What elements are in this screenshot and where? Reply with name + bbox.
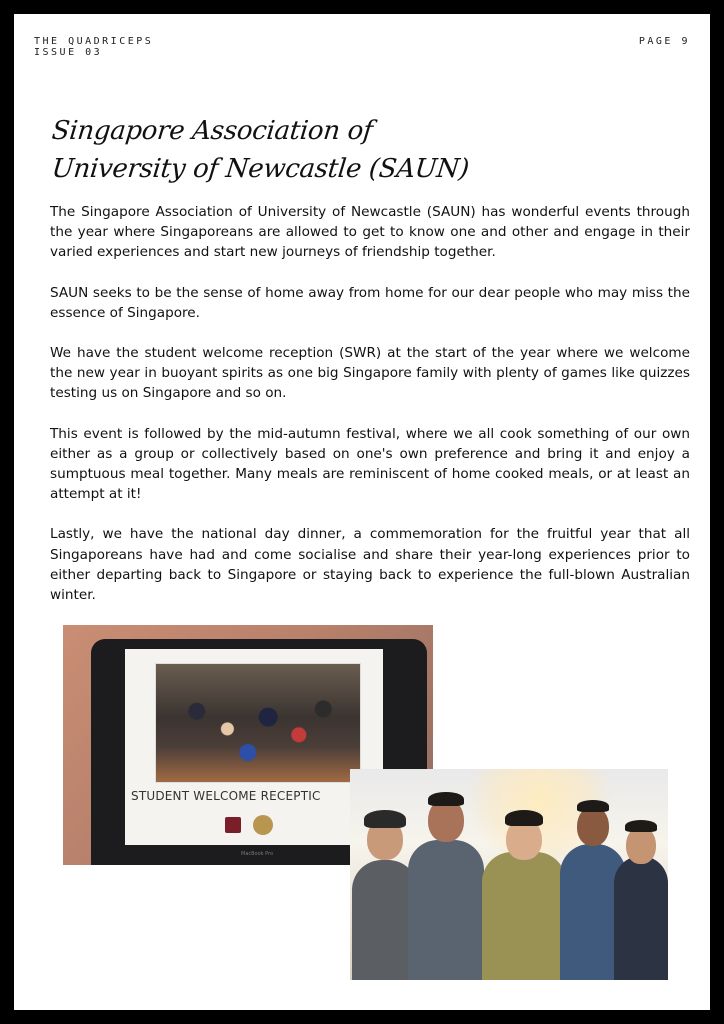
- association-logo-icon: [253, 815, 273, 835]
- publication-header: [34, 36, 153, 58]
- person: [404, 780, 488, 980]
- paragraph: SAUN seeks to be the sense of home away from home for our dear people who may miss the essence of Singapore.: [50, 284, 690, 321]
- laptop-brand: MacBook Pro: [241, 851, 274, 857]
- paragraph: The Singapore Association of University of Newcastle (SAUN) has wonderful events through the year where Singaporeans are allowed to get to know one and other and engage in their varied experiences and start new journeys of friendship together.: [50, 204, 690, 261]
- article-title-line1: Singapore Association of: [50, 116, 374, 146]
- person: [612, 796, 668, 980]
- paragraph: We have the student welcome reception (SWR) at the start of the year where we welcome the new year in buoyant spirits as one big Singapore family with plenty of games like quizzes testing us on Singapore and so on.: [50, 345, 690, 402]
- logos: [225, 815, 305, 835]
- screen-caption: STUDENT WELCOME RECEPTIC: [131, 789, 321, 803]
- magazine-page: [14, 14, 710, 1010]
- person: [478, 790, 570, 980]
- university-crest-icon: [225, 817, 241, 833]
- article-title-line2: University of Newcastle (SAUN): [50, 154, 471, 184]
- article-body: [50, 202, 690, 625]
- paragraph: Lastly, we have the national day dinner, a commemoration for the fruitful year that all Singaporeans have had and come socialise and share their year-long experiences prior to either departing back to Singapore or staying back to experience the full-blown Australian winter.: [50, 526, 690, 604]
- publication-name: THE QUADRICEPS: [34, 36, 154, 47]
- paragraph: This event is followed by the mid-autumn festival, where we all cook something of our own either as a group or collectively based on one's own preference and bring it and enjoy a sumptuous meal together. Many meals are reminiscent of home cooked meals, or at least an attempt at it!: [50, 425, 690, 503]
- group-photo: [350, 769, 668, 980]
- group-photo-on-screen: [155, 663, 361, 783]
- article-title: [50, 112, 610, 188]
- issue-number: ISSUE 03: [34, 47, 103, 58]
- laptop-screen: [125, 649, 383, 845]
- page-number: PAGE 9: [638, 36, 690, 47]
